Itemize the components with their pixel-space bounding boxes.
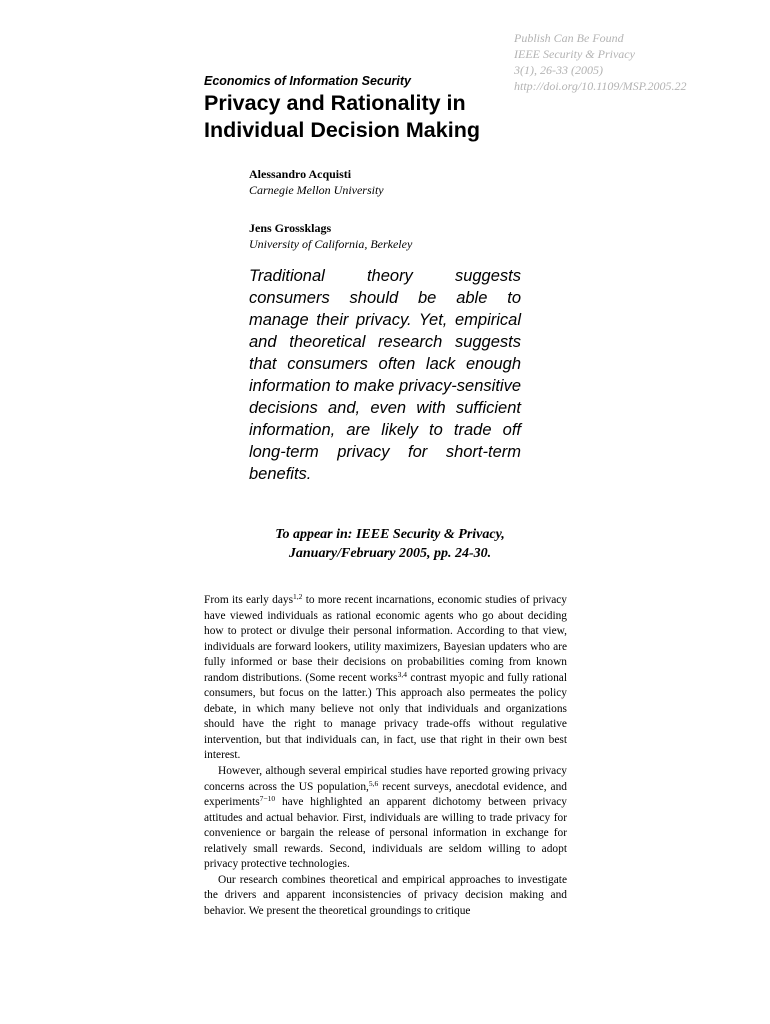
- watermark-doi-link[interactable]: http://doi.org/10.1109/MSP.2005.22: [514, 79, 687, 93]
- text-run: to more recent incarnations, economic studies of privacy have viewed individuals as rational economic agents who go about deciding how to protect or divulge their personal information. According to that view, individuals are forward lookers, utility maximizers, Bayesian updaters who are fully informed or base their decisions on probabilities coming from known random distributions. (Some recent works: [204, 594, 567, 684]
- publication-note-line: January/February 2005, pp. 24-30.: [288, 546, 492, 561]
- text-run: From its early days: [204, 594, 294, 606]
- watermark-line: 3(1), 26-33 (2005): [514, 63, 603, 77]
- publication-watermark: [514, 30, 686, 94]
- section-label: Economics of Information Security: [204, 74, 411, 88]
- author-block: [249, 220, 412, 252]
- text-run: contrast myopic and fully rational consumers, but focus on the latter.) This approach also permeates the policy debate, in which many believe not only that individuals and organizations should have the right to manage privacy trade-offs without regulative intervention, but that individuals can, in fact, use that right in their own best interest.: [204, 671, 567, 762]
- paper-title: Privacy and Rationality in Individual Decision Making: [204, 91, 480, 142]
- paragraph: [204, 593, 567, 764]
- publication-note-line: To appear in: IEEE Security & Privacy,: [275, 527, 505, 542]
- citation-ref: 1,2: [293, 592, 303, 601]
- author-name: Alessandro Acquisti: [249, 167, 352, 181]
- text-run: However, although several empirical studies have reported growing privacy concerns across the US population,: [204, 765, 567, 793]
- citation-ref: 7−10: [259, 794, 276, 804]
- citation-ref: 5,6: [368, 778, 379, 788]
- abstract: Traditional theory suggests consumers should be able to manage their privacy. Yet, empirical and theoretical research suggests that consumers often lack enough information to make privacy-sensitive decisions and, even with sufficient information, are likely to trade off long-term privacy for short-term benefits.: [249, 267, 521, 483]
- body-text: [204, 593, 567, 919]
- author-block: [249, 166, 384, 198]
- paragraph: Our research combines theoretical and empirical approaches to investigate the drivers and apparent inconsistencies of privacy decision making and behavior. We present the theoretical groundings to critique: [204, 873, 567, 917]
- paragraph: [204, 764, 567, 873]
- author-affiliation: Carnegie Mellon University: [249, 183, 384, 197]
- author-name: Jens Grossklags: [249, 221, 332, 235]
- text-run: have highlighted an apparent dichotomy between privacy attitudes and actual behavior. First, individuals are willing to trade privacy for convenience or bargain the release of personal information in exchange for relatively small rewards. Second, individuals are seldom willing to adopt privacy protective technologies.: [204, 796, 567, 871]
- citation-ref: 3,4: [397, 669, 407, 679]
- author-affiliation: University of California, Berkeley: [249, 237, 413, 251]
- watermark-line: IEEE Security & Privacy: [514, 47, 635, 61]
- watermark-line: Publish Can Be Found: [514, 31, 624, 45]
- text-run: recent surveys, anecdotal evidence, and experiments: [204, 780, 567, 809]
- publication-note: [260, 525, 520, 563]
